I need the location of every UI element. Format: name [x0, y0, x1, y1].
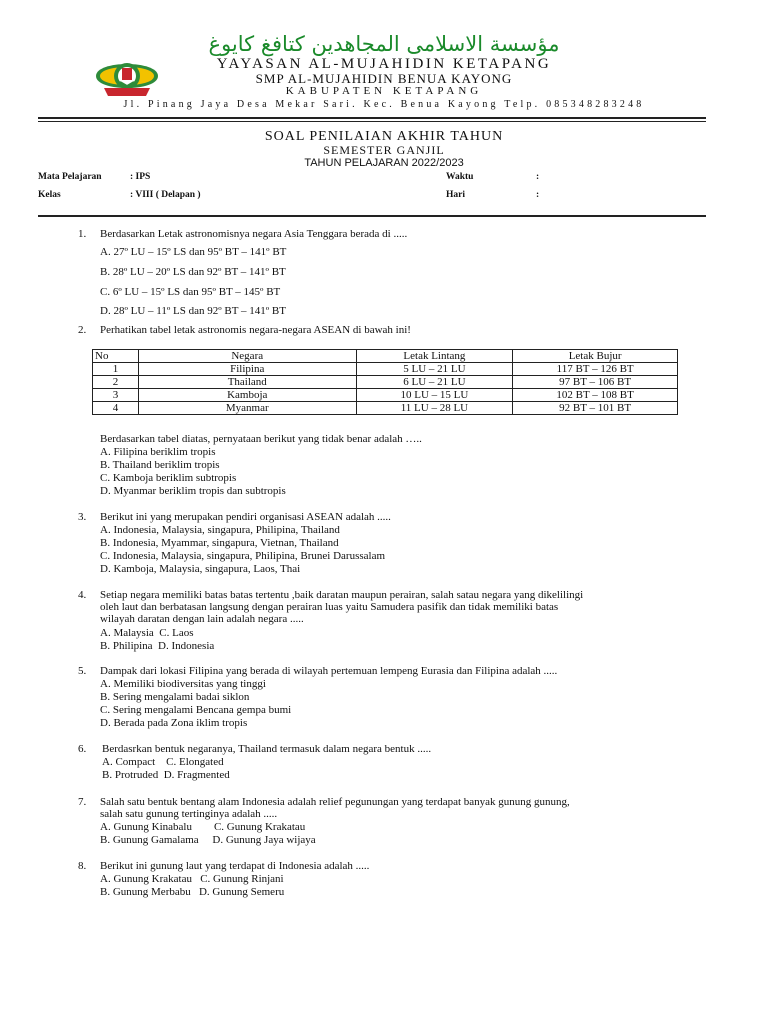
mapel-value: : IPS — [130, 172, 151, 182]
q6-number: 6. — [78, 743, 87, 755]
waktu-value: : — [536, 172, 540, 182]
table-row — [93, 389, 678, 402]
kelas-value: : VIII ( Delapan ) — [130, 190, 201, 200]
table-cell: 97 BT – 106 BT — [513, 376, 678, 389]
q2-stem: Berdasarkan tabel diatas, pernyataan berikut yang tidak benar adalah ….. — [100, 433, 422, 445]
q3-option-d: D. Kamboja, Malaysia, singapura, Laos, Thai — [100, 563, 301, 575]
exam-title: SOAL PENILAIAN AKHIR TAHUN — [264, 129, 504, 144]
table-header: Letak Lintang — [356, 350, 513, 363]
table-cell: 117 BT – 126 BT — [513, 363, 678, 376]
table-header: Negara — [138, 350, 356, 363]
q5-text: Dampak dari lokasi Filipina yang berada di wilayah pertemuan lempeng Eurasia dan Filipina adalah ..... — [100, 665, 558, 677]
table-cell: 11 LU – 28 LU — [356, 402, 513, 415]
q8-text: Berikut ini gunung laut yang terdapat di Indonesia adalah ..... — [100, 860, 370, 872]
q1-option-d: D. 28º LU – 11º LS dan 92º BT – 141º BT — [100, 305, 286, 317]
q6-options-ac: A. Compact C. Elongated — [102, 756, 224, 768]
mapel-label: Mata Pelajaran — [38, 172, 102, 182]
astronomic-table — [92, 349, 678, 415]
table-cell: 3 — [93, 389, 139, 402]
q7-options-bd: B. Gunung Gamalama D. Gunung Jaya wijaya — [100, 834, 316, 846]
regency-name: KABUPATEN KETAPANG — [285, 85, 483, 97]
table-cell: 92 BT – 101 BT — [513, 402, 678, 415]
table-row — [93, 363, 678, 376]
table-header: Letak Bujur — [513, 350, 678, 363]
q3-option-a: A. Indonesia, Malaysia, singapura, Philipina, Thailand — [100, 524, 340, 536]
school-name: SMP AL-MUJAHIDIN BENUA KAYONG — [255, 71, 513, 86]
q7-text-line2: salah satu gunung tertinginya adalah ..... — [100, 808, 278, 820]
semester-title: SEMESTER GANJIL — [323, 143, 445, 157]
table-row — [93, 402, 678, 415]
q7-text-line1: Salah satu bentuk bentang alam Indonesia adalah relief pegunungan yang terdapat banyak gunung gunung, — [100, 796, 570, 808]
q4-text-line2: oleh laut dan berbatasan langsung dengan perairan luas yaitu Samudera pasifik dan tidak memiliki batas — [100, 601, 559, 613]
hari-value: : — [536, 190, 540, 200]
q2-number: 2. — [78, 324, 87, 336]
q3-text: Berikut ini yang merupakan pendiri organisasi ASEAN adalah ..... — [100, 511, 391, 523]
q3-option-c: C. Indonesia, Malaysia, singapura, Philipina, Brunei Darussalam — [100, 550, 386, 562]
header-divider-thin — [38, 121, 706, 122]
meta-divider — [38, 215, 706, 217]
academic-year: TAHUN PELAJARAN 2022/2023 — [304, 157, 464, 169]
table-header-row — [93, 350, 678, 363]
q5-option-a: A. Memiliki biodiversitas yang tinggi — [100, 678, 266, 690]
table-row — [93, 376, 678, 389]
q1-option-a: A. 27º LU – 15º LS dan 95º BT – 141º BT — [100, 246, 287, 258]
q5-option-d: D. Berada pada Zona iklim tropis — [100, 717, 248, 729]
q5-option-c: C. Sering mengalami Bencana gempa bumi — [100, 704, 292, 716]
header-divider — [38, 117, 706, 119]
q2-option-d: D. Myanmar beriklim tropis dan subtropis — [100, 485, 286, 497]
q8-options-bd: B. Gunung Merbabu D. Gunung Semeru — [100, 886, 285, 898]
q4-options-ac: A. Malaysia C. Laos — [100, 627, 194, 639]
q8-options-ac: A. Gunung Krakatau C. Gunung Rinjani — [100, 873, 284, 885]
q5-number: 5. — [78, 665, 87, 677]
table-cell: 1 — [93, 363, 139, 376]
table-cell: 6 LU – 21 LU — [356, 376, 513, 389]
q2-option-b: B. Thailand beriklim tropis — [100, 459, 220, 471]
table-cell: Kamboja — [138, 389, 356, 402]
waktu-label: Waktu — [446, 172, 474, 182]
table-cell: Filipina — [138, 363, 356, 376]
q5-option-b: B. Sering mengalami badai siklon — [100, 691, 250, 703]
arabic-foundation-name: مؤسسة الاسلامى المجاهدين كتافغ كايوغ — [208, 32, 560, 56]
q1-text: Berdasarkan Letak astronomisnya negara Asia Tenggara berada di ..... — [100, 228, 408, 240]
q3-number: 3. — [78, 511, 87, 523]
q8-number: 8. — [78, 860, 87, 872]
q2-option-a: A. Filipina beriklim tropis — [100, 446, 216, 458]
q4-text-line3: wilayah daratan dengan lain adalah negara ..... — [100, 613, 304, 625]
table-cell: 10 LU – 15 LU — [356, 389, 513, 402]
kelas-label: Kelas — [38, 190, 61, 200]
q1-option-b: B. 28º LU – 20º LS dan 92º BT – 141º BT — [100, 266, 286, 278]
hari-label: Hari — [446, 190, 465, 200]
q3-option-b: B. Indonesia, Myammar, singapura, Vietnan, Thailand — [100, 537, 339, 549]
q7-options-ac: A. Gunung Kinabalu C. Gunung Krakatau — [100, 821, 306, 833]
q1-number: 1. — [78, 228, 87, 240]
table-cell: Thailand — [138, 376, 356, 389]
q2-option-c: C. Kamboja beriklim subtropis — [100, 472, 237, 484]
q7-number: 7. — [78, 796, 87, 808]
q1-option-c: C. 6º LU – 15º LS dan 95º BT – 145º BT — [100, 286, 281, 298]
foundation-name: YAYASAN AL-MUJAHIDIN KETAPANG — [216, 56, 552, 72]
school-address: Jl. Pinang Jaya Desa Mekar Sari. Kec. Benua Kayong Telp. 085348283248 — [123, 99, 645, 110]
table-header: No — [93, 350, 139, 363]
table-cell: 2 — [93, 376, 139, 389]
q6-text: Berdasrkan bentuk negaranya, Thailand termasuk dalam negara bentuk ..... — [102, 743, 432, 755]
q4-options-bd: B. Philipina D. Indonesia — [100, 640, 215, 652]
table-cell: 5 LU – 21 LU — [356, 363, 513, 376]
table-cell: Myanmar — [138, 402, 356, 415]
q2-text: Perhatikan tabel letak astronomis negara-negara ASEAN di bawah ini! — [100, 324, 411, 336]
q4-number: 4. — [78, 589, 87, 601]
table-cell: 4 — [93, 402, 139, 415]
table-cell: 102 BT – 108 BT — [513, 389, 678, 402]
q4-text-line1: Setiap negara memiliki batas batas tertentu ,baik daratan maupun perairan, salah satau negara yang dikelilingi — [100, 589, 584, 601]
q6-options-bd: B. Protruded D. Fragmented — [102, 769, 230, 781]
